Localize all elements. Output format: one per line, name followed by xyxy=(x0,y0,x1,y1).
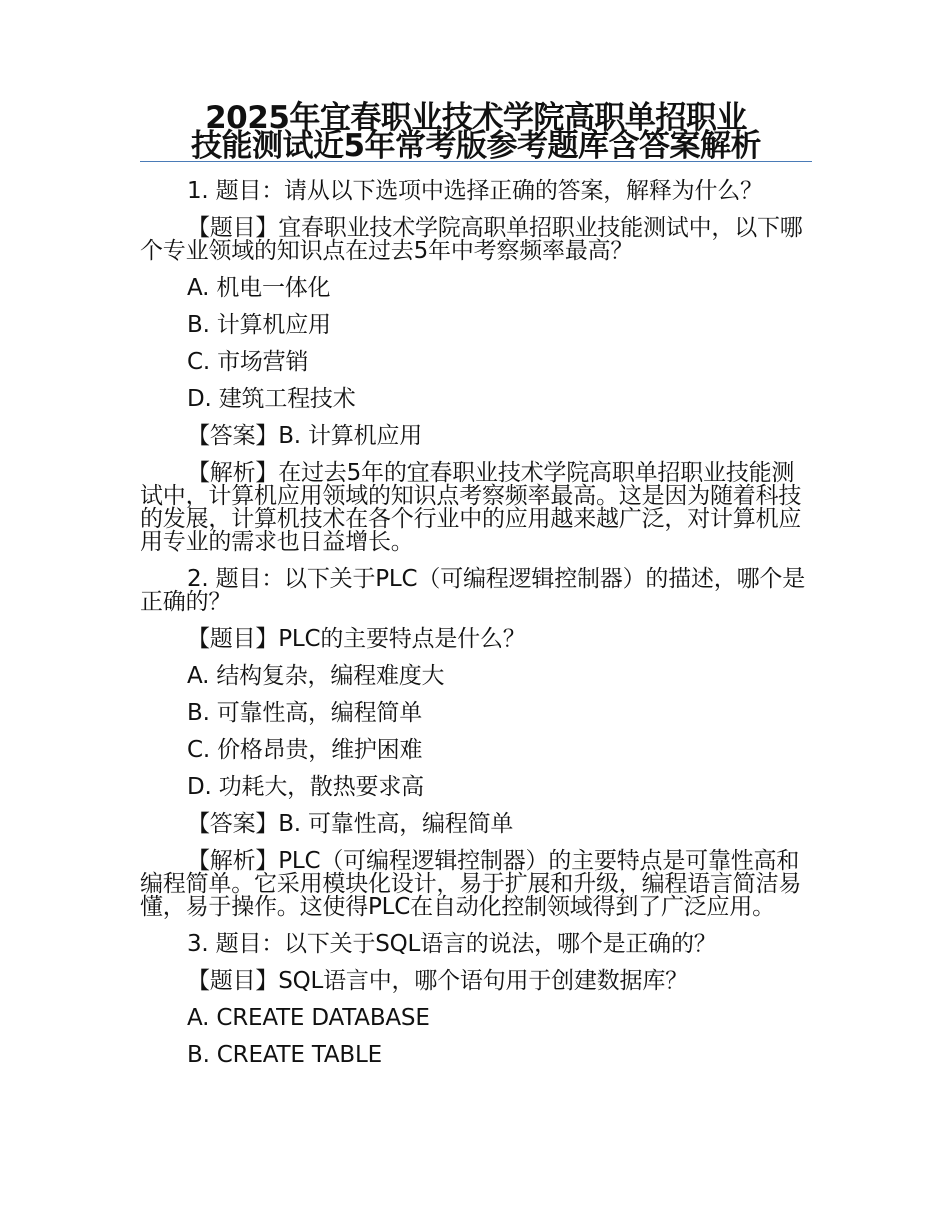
question-1-stem: 【题目】宜春职业技术学院高职单招职业技能测试中，以下哪个专业领域的知识点在过去5年中考察频率最高？ xyxy=(140,215,803,264)
question-2-option-b: B. 可靠性高，编程简单 xyxy=(187,700,423,726)
title-line-1: 2025年宜春职业技术学院高职单招职业 xyxy=(205,100,747,136)
question-1-option-d: D. 建筑工程技术 xyxy=(187,386,356,412)
question-2-option-c: C. 价格昂贵，维护困难 xyxy=(187,737,423,763)
title-underline xyxy=(140,161,812,162)
question-2-option-d: D. 功耗大，散热要求高 xyxy=(187,774,424,800)
question-1-option-c: C. 市场营销 xyxy=(187,349,309,375)
question-2-answer: 【答案】B. 可靠性高，编程简单 xyxy=(187,811,514,837)
question-1-answer: 【答案】B. 计算机应用 xyxy=(187,423,423,449)
document-body xyxy=(140,180,812,1081)
question-3-option-b: B. CREATE TABLE xyxy=(187,1042,382,1068)
question-3-heading: 3. 题目：以下关于SQL语言的说法，哪个是正确的？ xyxy=(187,931,717,957)
question-1-option-b: B. 计算机应用 xyxy=(187,312,331,338)
question-1-heading: 1. 题目：请从以下选项中选择正确的答案，解释为什么？ xyxy=(187,178,763,204)
question-2-heading: 2. 题目：以下关于PLC（可编程逻辑控制器）的描述，哪个是正确的？ xyxy=(140,566,805,615)
question-1-option-a: A. 机电一体化 xyxy=(187,275,331,301)
document-title xyxy=(140,100,812,164)
question-1-explanation: 【解析】在过去5年的宜春职业技术学院高职单招职业技能测试中，计算机应用领域的知识点考察频率最高。这是因为随着科技的发展，计算机技术在各个行业中的应用越来越广泛，对计算机应用专业的需求也日益增长。 xyxy=(140,460,802,555)
question-3-stem: 【题目】SQL语言中，哪个语句用于创建数据库？ xyxy=(187,968,688,994)
question-3-option-a: A. CREATE DATABASE xyxy=(187,1005,430,1031)
question-2-explanation: 【解析】PLC（可编程逻辑控制器）的主要特点是可靠性高和编程简单。它采用模块化设计，易于扩展和升级，编程语言简洁易懂，易于操作。这使得PLC在自动化控制领域得到了广泛应用。 xyxy=(140,848,802,920)
question-2-stem: 【题目】PLC的主要特点是什么？ xyxy=(187,626,526,652)
question-2-option-a: A. 结构复杂，编程难度大 xyxy=(187,663,445,689)
title-line-2: 技能测试近5年常考版参考题库含答案解析 xyxy=(190,128,762,164)
